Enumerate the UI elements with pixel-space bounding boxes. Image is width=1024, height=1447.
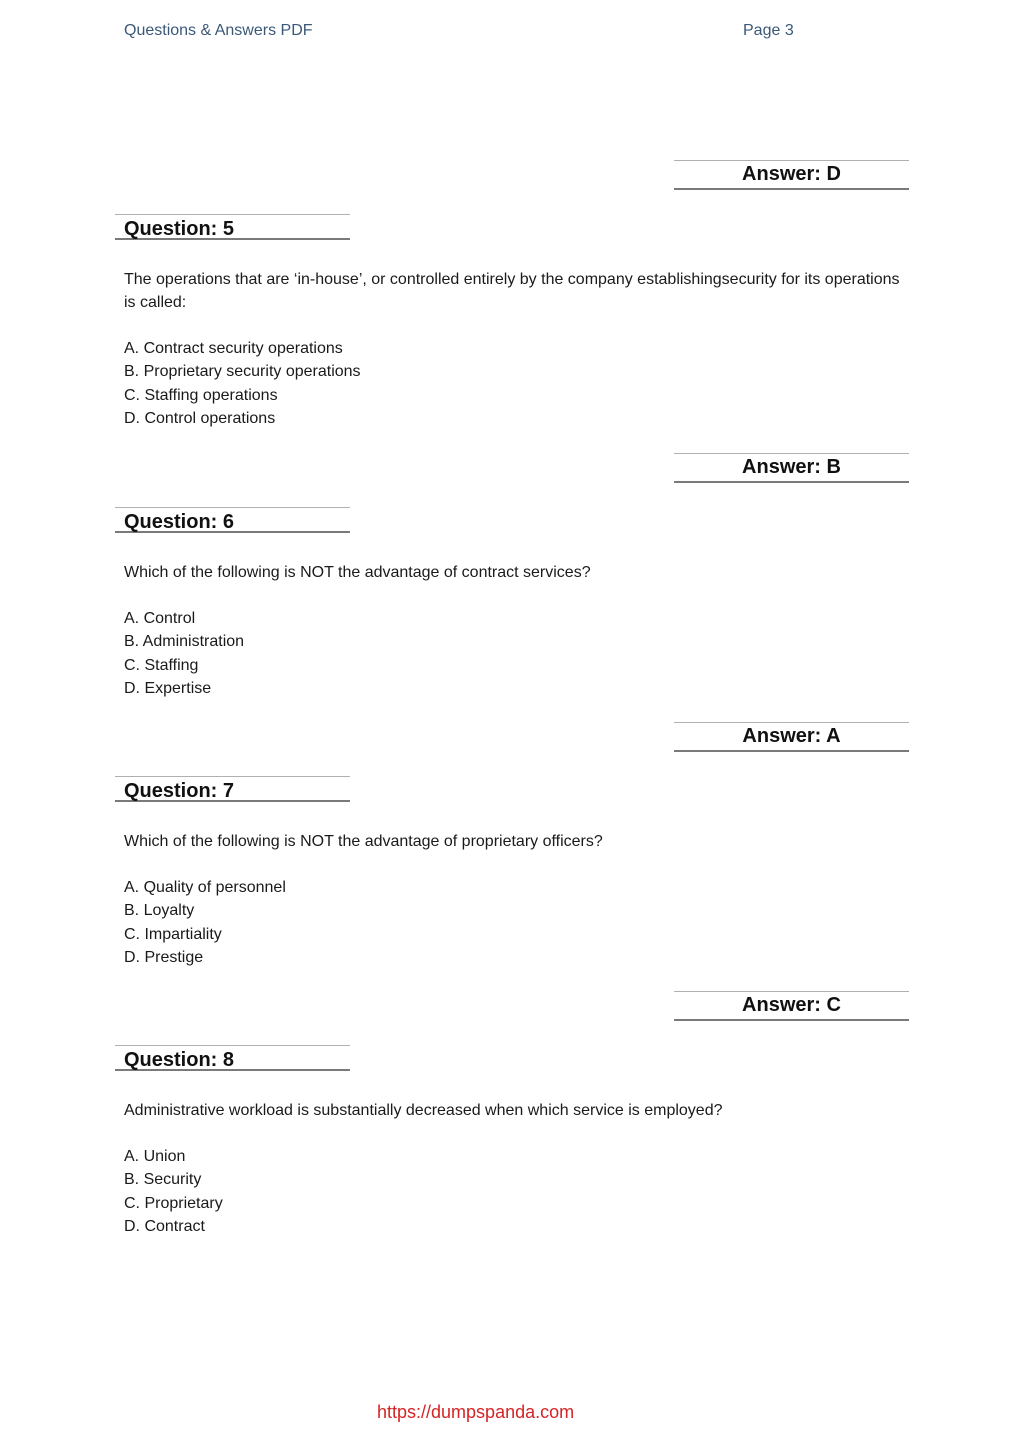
- option-c: C. Staffing: [124, 656, 199, 674]
- question-6-answer: Answer: A: [674, 722, 909, 752]
- option-b: B. Loyalty: [124, 902, 195, 920]
- question-5-answer: Answer: B: [674, 453, 909, 483]
- question-8-text: Administrative workload is substantially decreased when which service is employed?: [124, 1102, 723, 1119]
- option-d: D. Control operations: [124, 409, 276, 427]
- question-6-label: Question: 6: [115, 507, 350, 533]
- option-a: A. Quality of personnel: [124, 879, 286, 896]
- question-6-text: Which of the following is NOT the advantage of contract services?: [124, 564, 591, 581]
- option-b: B. Administration: [124, 633, 245, 651]
- option-d: D. Prestige: [124, 948, 204, 966]
- question-7-label: Question: 7: [115, 776, 350, 802]
- answer-previous: Answer: D: [674, 160, 909, 190]
- page-number: Page 3: [743, 22, 794, 39]
- option-d: D. Expertise: [124, 679, 212, 697]
- footer-link[interactable]: https://dumpspanda.com: [377, 1402, 575, 1422]
- option-c: C. Staffing operations: [124, 386, 278, 404]
- question-6-options: [124, 607, 244, 700]
- option-a: A. Control: [124, 610, 196, 627]
- option-a: A. Contract security operations: [124, 340, 343, 357]
- option-c: C. Impartiality: [124, 925, 222, 943]
- option-b: B. Proprietary security operations: [124, 363, 361, 381]
- question-7-text: Which of the following is NOT the advantage of proprietary officers?: [124, 833, 603, 850]
- option-d: D. Contract: [124, 1217, 205, 1235]
- question-8-options: [124, 1145, 223, 1238]
- question-5-options: [124, 337, 361, 430]
- question-7-options: [124, 876, 286, 969]
- option-c: C. Proprietary: [124, 1194, 223, 1212]
- header-title: Questions & Answers PDF: [124, 22, 313, 39]
- question-5-text: The operations that are ‘in-house’, or controlled entirely by the company establishingsecurity for its operations is called:: [124, 271, 900, 311]
- option-b: B. Security: [124, 1171, 202, 1189]
- question-8-label: Question: 8: [115, 1045, 350, 1071]
- question-5-label: Question: 5: [115, 214, 350, 240]
- question-7-answer: Answer: C: [674, 991, 909, 1021]
- option-a: A. Union: [124, 1148, 186, 1165]
